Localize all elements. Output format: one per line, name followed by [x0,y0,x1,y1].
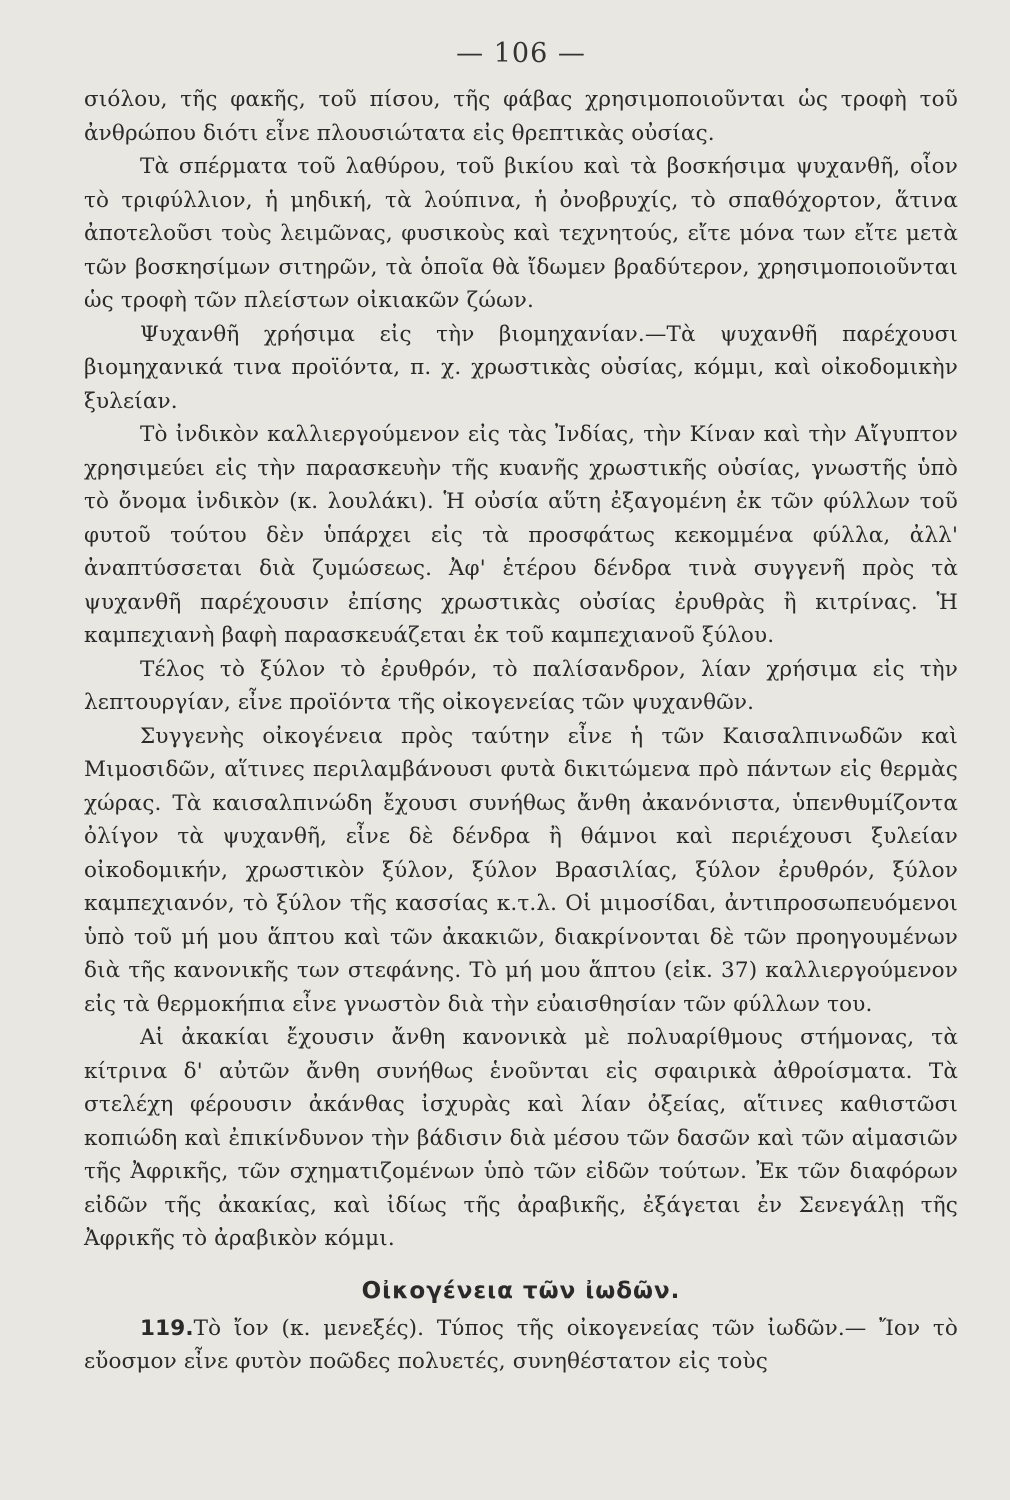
section-paragraph [84,1312,958,1379]
paragraph-legume-food: σιόλου, τῆς φακῆς, τοῦ πίσου, τῆς φάβας χρησιμοποιοῦνται ὡς τροφὴ τοῦ ἀνθρώπου διότι εἶνε πλουσιώτατα εἰς θρεπτικὰς οὐσίας. [84,87,958,146]
paragraph-caesalpinia-mimosa: Συγγενὴς οἰκογένεια πρὸς ταύτην εἶνε ἡ τῶν Καισαλπινωδῶν καὶ Μιμοσιδῶν, αἵτινες περιλαμβάνουσι φυτὰ δικιτώμενα πρὸ πάντων εἰς θερμὰς χώρας. Τὰ καισαλπινώδη ἔχουσι συνήθως ἄνθη ἀκανόνιστα, ὑπενθυμίζοντα ὀλίγον τὰ ψυχανθῆ, εἶνε δὲ δένδρα ἢ θάμνοι καὶ περιέχουσι ξυλείαν οἰκοδομικήν, χρωστικὸν ξύλον, ξύλον Βρασιλίας, ξύλον ἐρυθρόν, ξύλον καμπεχιανόν, τὸ ξύλον τῆς κασσίας κ.τ.λ. Οἱ μιμοσίδαι, ἀντιπροσωπευόμενοι ὑπὸ τοῦ μή μου ἅπτου καὶ τῶν ἀκακιῶν, διακρίνονται δὲ τῶν προηγουμένων διὰ τῆς κανονικῆς των στεφάνης. Τὸ μή μου ἅπτου (εἰκ. 37) καλλιεργούμενον εἰς τὰ θερμοκήπια εἶνε γνωστὸν διὰ τὴν εὐαισθησίαν τῶν φύλλων του. [84,723,958,1017]
paragraph-acacia: Αἱ ἀκακίαι ἔχουσιν ἄνθη κανονικὰ μὲ πολυαρίθμους στήμονας, τὰ κίτρινα δ' αὐτῶν ἄνθη συνήθως ἑνοῦνται εἰς σφαιρικὰ ἀθροίσματα. Τὰ στελέχη φέρουσιν ἀκάνθας ἰσχυρὰς καὶ λίαν ὀξείας, αἵτινες καθιστῶσι κοπιώδη καὶ ἐπικίνδυνον τὴν βάδισιν διὰ μέσου τῶν δασῶν καὶ τῶν αἱμασιῶν τῆς Ἀφρικῆς, τῶν σχηματιζομένων ὑπὸ τῶν εἰδῶν τούτων. Ἐκ τῶν διαφόρων εἰδῶν τῆς ἀκακίας, καὶ ἰδίως τῆς ἀραβικῆς, ἐξάγεται ἐν Σενεγάλῃ τῆς Ἀφρικῆς τὸ ἀραβικὸν κόμμι. [84,1025,958,1251]
paragraph-red-wood: Τέλος τὸ ξύλον τὸ ἐρυθρόν, τὸ παλίσανδρον, λίαν χρήσιμα εἰς τὴν λεπτουργίαν, εἶνε προϊόντα τῆς οἰκογενείας τῶν ψυχανθῶν. [84,656,958,715]
paragraph-industrial-legumes: Ψυχανθῆ χρήσιμα εἰς τὴν βιομηχανίαν.—Τὰ ψυχανθῆ παρέχουσι βιομηχανικά τινα προϊόντα, π. χ. χρωστικὰς οὐσίας, κόμμι, καὶ οἰκοδομικὴν ξυλείαν. [84,321,958,414]
section-text: Τὸ ἴον (κ. μενεξές). Τύπος τῆς οἰκογενείας τῶν ἰωδῶν.— Ἴον τὸ εὔοσμον εἶνε φυτὸν ποῶδες πολυετές, συνηθέστατον εἰς τοὺς [84,1315,958,1374]
paragraph-fodder-legumes: Τὰ σπέρματα τοῦ λαθύρου, τοῦ βικίου καὶ τὰ βοσκήσιμα ψυχανθῆ, οἷον τὸ τριφύλλιον, ἡ μηδική, τὰ λούπινα, ἡ ὀνοβρυχίς, τὸ σπαθόχορτον, ἅτινα ἀποτελοῦσι τοὺς λειμῶνας, φυσικοὺς καὶ τεχνητούς, εἴτε μόνα των εἴτε μετὰ τῶν βοσκησίμων σιτηρῶν, τὰ ὁποῖα θὰ ἴδωμεν βραδύτερον, χρησιμοποιοῦνται ὡς τροφὴ τῶν πλείστων οἰκιακῶν ζώων. [84,154,958,313]
section-heading: Οἰκογένεια τῶν ἰωδῶν. [361,1277,681,1304]
page-number: — 106 — [456,38,586,69]
section-number: 119. [140,1315,194,1341]
paragraph-indigo: Τὸ ἰνδικὸν καλλιεργούμενον εἰς τὰς Ἰνδίας, τὴν Κίναν καὶ τὴν Αἴγυπτον χρησιμεύει εἰς τὴν παρασκευὴν τῆς κυανῆς χρωστικῆς οὐσίας, γνωστῆς ὑπὸ τὸ ὄνομα ἰνδικὸν (κ. λουλάκι). Ἡ οὐσία αὕτη ἐξαγομένη ἐκ τῶν φύλλων τοῦ φυτοῦ τούτου δὲν ὑπάρχει εἰς τὰ προσφάτως κεκομμένα φύλλα, ἀλλ' ἀναπτύσσεται διὰ ζυμώσεως. Ἀφ' ἑτέρου δένδρα τινὰ συγγενῆ πρὸς τὰ ψυχανθῆ παρέχουσιν ἐπίσης χρωστικὰς οὐσίας ἐρυθρὰς ἢ κιτρίνας. Ἡ καμπεχιανὴ βαφὴ παρασκευάζεται ἐκ τοῦ καμπεχιανοῦ ξύλου. [84,422,958,648]
